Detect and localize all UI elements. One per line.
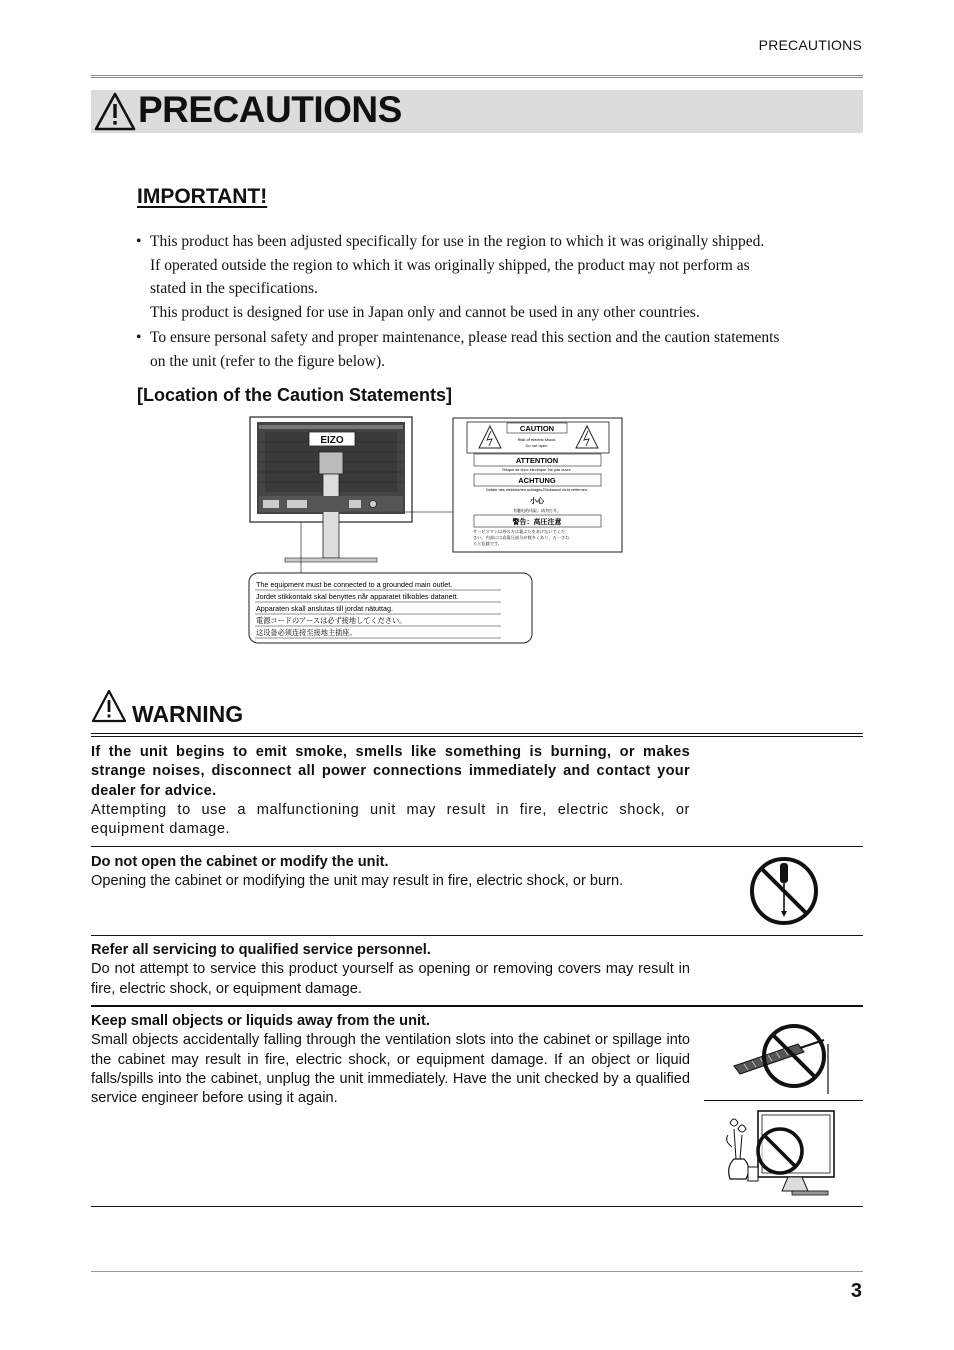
row-divider xyxy=(91,935,863,936)
bullet-1-line-2: If operated outside the region to which it was originally shipped, the product may not perform as xyxy=(150,257,750,274)
warning-item-1-text: Attempting to use a malfunctioning unit may result in fire, electric shock, or equipment damage. xyxy=(91,801,690,838)
warning-item-1 xyxy=(91,743,690,839)
warning-item-3 xyxy=(91,941,690,999)
svg-text:Risque de choc électrique. Ne: Risque de choc électrique. Ne pas ouvrir. xyxy=(502,468,572,472)
bullet-1-line-3: stated in the specifications. xyxy=(150,280,318,297)
warning-item-2 xyxy=(91,853,690,892)
bullet-2-line-2: on the unit (refer to the figure below). xyxy=(150,353,385,370)
monitor-rear-illustration xyxy=(250,417,455,573)
page-number: 3 xyxy=(850,1280,862,1302)
row-divider xyxy=(91,1005,863,1007)
warning-item-4-text: Small objects accidentally falling through the ventilation slots into the cabinet or spillage into the cabinet may result in fire, electric shock, or equipment damage. If an object or liquid falls/spills into the cabinet, unplug the unit immediately. Have the unit checked by a qualified service engineer before using it again. xyxy=(91,1032,690,1107)
svg-text:Risk of electric shock.: Risk of electric shock. xyxy=(517,437,557,442)
warning-rule xyxy=(91,733,863,737)
svg-text:有触电的风险。请勿打开。: 有触电的风险。请勿打开。 xyxy=(513,508,561,513)
warning-item-4 xyxy=(91,1012,690,1108)
warning-item-2-heading: Do not open the cabinet or modify the unit. xyxy=(91,854,389,870)
bullet-1-line-4: This product is designed for use in Japan only and cannot be used in any other countries. xyxy=(150,304,700,321)
svg-text:Gefahr des elektrischen schlag: Gefahr des elektrischen schlages.Rückwand nicht entfernen. xyxy=(485,488,589,492)
warning-heading: WARNING xyxy=(132,701,244,727)
warning-item-1-heading: If the unit begins to emit smoke, smells like something is burning, or makes strange noises, disconnect all power connections immediately and contact your dealer for advice. xyxy=(91,744,690,799)
caution-location-figure xyxy=(245,412,630,648)
ground-label-illustration xyxy=(249,573,532,643)
svg-text:サービスマン以外の方は裏ぶたをあけないでくだ: サービスマン以外の方は裏ぶたをあけないでくだ xyxy=(473,529,566,534)
svg-text:这设备必须连接至接地主插座。: 这设备必须连接至接地主插座。 xyxy=(256,628,357,637)
no-disassembly-icon xyxy=(748,855,820,927)
icon-divider xyxy=(704,1100,863,1101)
brand-label: EIZO xyxy=(320,435,344,446)
footer-rule xyxy=(91,1271,863,1272)
svg-text:電源コードのアースは必ず接地してください。: 電源コードのアースは必ず接地してください。 xyxy=(256,616,407,625)
svg-text:小心: 小心 xyxy=(530,498,544,505)
caution-label-illustration xyxy=(453,418,622,552)
warning-item-4-heading: Keep small objects or liquids away from the unit. xyxy=(91,1013,430,1029)
running-head: PRECAUTIONS xyxy=(758,37,862,53)
warning-item-3-heading: Refer all servicing to qualified service personnel. xyxy=(91,942,431,958)
warning-item-3-text: Do not attempt to service this product yourself as opening or removing covers may result in fire, electric shock, or equipment damage. xyxy=(91,961,690,997)
svg-text:警告：高圧注意: 警告：高圧注意 xyxy=(512,519,562,526)
svg-text:The equipment must be connecte: The equipment must be connected to a grounded main outlet. xyxy=(256,580,453,589)
svg-text:ATTENTION: ATTENTION xyxy=(515,456,559,465)
bullet-mark: • xyxy=(136,329,142,346)
row-divider xyxy=(91,846,863,847)
svg-text:ると危険です。: ると危険です。 xyxy=(473,541,502,546)
svg-text:Apparaten skall anslutas till: Apparaten skall anslutas till jordat nätuttag. xyxy=(256,604,394,613)
svg-text:ACHTUNG: ACHTUNG xyxy=(518,476,556,485)
bullet-2-line-1: To ensure personal safety and proper maintenance, please read this section and the caution statements xyxy=(150,329,780,346)
no-objects-in-vents-icon xyxy=(728,1014,834,1096)
caution-triangle-icon xyxy=(94,91,136,131)
svg-text:Jordet stikkontakt skal benytt: Jordet stikkontakt skal benyttes når apparatet tilkobles datanett. xyxy=(256,592,459,601)
page-title: PRECAUTIONS xyxy=(138,89,402,130)
warning-item-2-text: Opening the cabinet or modifying the unit may result in fire, electric shock, or burn. xyxy=(91,873,624,890)
bullet-1-line-1: This product has been adjusted specifically for use in the region to which it was originally shipped. xyxy=(150,233,765,250)
header-rule xyxy=(91,75,863,78)
row-divider xyxy=(91,1206,863,1207)
svg-text:Do not open.: Do not open. xyxy=(525,443,549,448)
svg-text:CAUTION: CAUTION xyxy=(519,424,555,433)
no-liquids-near-monitor-icon xyxy=(722,1107,840,1199)
svg-text:さい。内部には高電圧部分が数多くあり、万一さわ: さい。内部には高電圧部分が数多くあり、万一さわ xyxy=(473,535,570,540)
bullet-mark: • xyxy=(136,233,142,250)
figure-title: [Location of the Caution Statements] xyxy=(137,385,452,405)
important-heading: IMPORTANT! xyxy=(137,185,268,208)
warning-triangle-icon xyxy=(91,689,127,723)
